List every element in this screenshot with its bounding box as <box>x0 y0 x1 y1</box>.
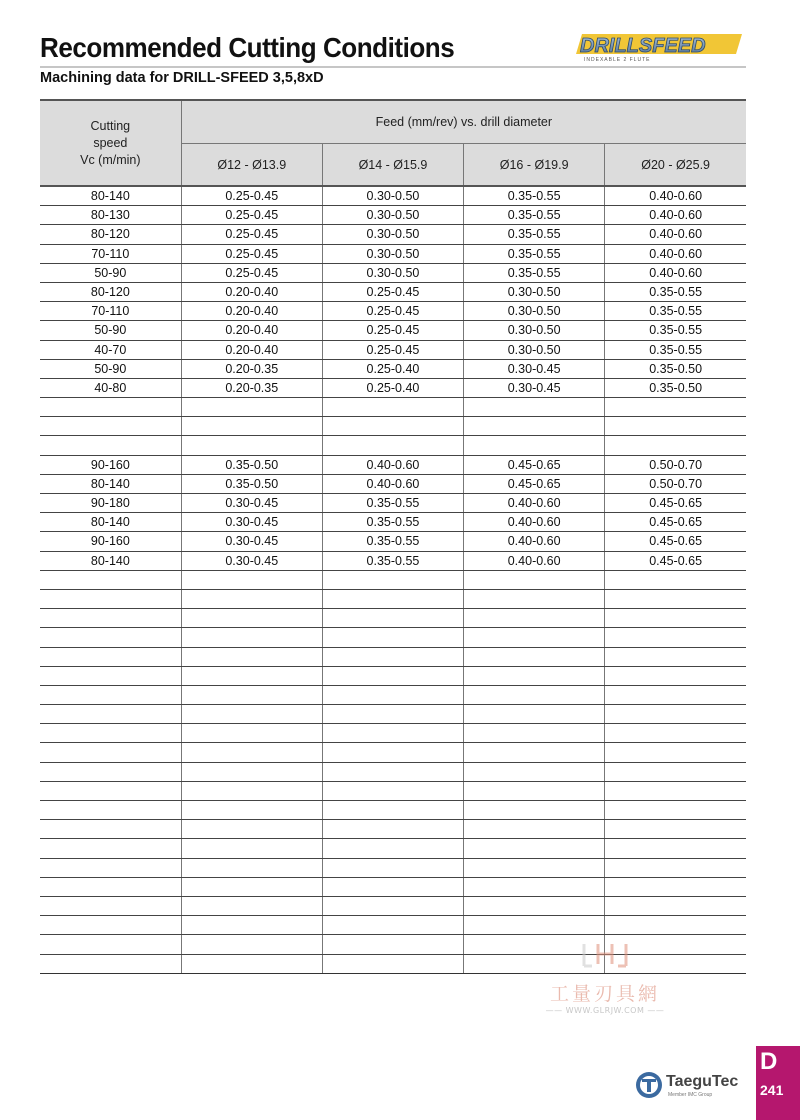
feed-cell <box>322 801 463 820</box>
table-row <box>40 455 746 474</box>
diameter-header: Ø20 - Ø25.9 <box>605 144 746 187</box>
feed-cell: 0.25-0.45 <box>322 340 463 359</box>
feed-cell: 0.35-0.55 <box>464 206 605 225</box>
table-row <box>40 839 746 858</box>
feed-cell <box>322 858 463 877</box>
feed-cell: 0.35-0.55 <box>322 532 463 551</box>
table-row <box>40 916 746 935</box>
feed-cell <box>605 839 746 858</box>
table-row <box>40 820 746 839</box>
feed-cell: 0.35-0.55 <box>322 494 463 513</box>
speed-cell <box>40 705 181 724</box>
feed-cell: 0.25-0.45 <box>181 225 322 244</box>
table-row <box>40 705 746 724</box>
feed-cell: 0.35-0.55 <box>322 513 463 532</box>
feed-cell <box>322 935 463 954</box>
feed-cell: 0.30-0.50 <box>322 186 463 206</box>
feed-cell <box>322 647 463 666</box>
feed-cell <box>181 877 322 896</box>
feed-cell: 0.30-0.45 <box>464 378 605 397</box>
speed-cell <box>40 724 181 743</box>
feed-cell <box>605 398 746 417</box>
table-row <box>40 743 746 762</box>
speed-cell <box>40 647 181 666</box>
table-row <box>40 685 746 704</box>
feed-cell: 0.20-0.40 <box>181 302 322 321</box>
feed-cell: 0.35-0.55 <box>464 263 605 282</box>
feed-cell: 0.40-0.60 <box>605 225 746 244</box>
table-row <box>40 877 746 896</box>
feed-cell <box>464 685 605 704</box>
speed-cell: 80-120 <box>40 225 181 244</box>
feed-cell <box>605 685 746 704</box>
feed-cell: 0.45-0.65 <box>605 532 746 551</box>
speed-cell: 80-140 <box>40 474 181 493</box>
feed-cell: 0.40-0.60 <box>605 186 746 206</box>
speed-cell: 90-160 <box>40 455 181 474</box>
table-row <box>40 321 746 340</box>
feed-cell <box>605 877 746 896</box>
table-row <box>40 474 746 493</box>
feed-cell <box>181 417 322 436</box>
feed-cell <box>605 820 746 839</box>
watermark-url: —— WWW.GLRJW.COM —— <box>545 1006 665 1015</box>
speed-cell <box>40 801 181 820</box>
feed-cell <box>605 436 746 455</box>
feed-cell <box>181 589 322 608</box>
feed-cell <box>181 820 322 839</box>
feed-cell: 0.30-0.50 <box>322 263 463 282</box>
feed-cell: 0.35-0.50 <box>181 455 322 474</box>
feed-cell: 0.30-0.45 <box>181 513 322 532</box>
feed-cell <box>181 954 322 973</box>
feed-cell: 0.30-0.50 <box>464 302 605 321</box>
watermark <box>520 940 690 1020</box>
watermark-icon <box>580 940 630 970</box>
feed-cell <box>181 762 322 781</box>
cutting-speed-header <box>40 100 181 186</box>
page-subtitle: Machining data for DRILL-SFEED 3,5,8xD <box>40 70 324 86</box>
speed-cell <box>40 935 181 954</box>
feed-cell <box>322 417 463 436</box>
speed-cell <box>40 417 181 436</box>
feed-cell: 0.30-0.45 <box>181 551 322 570</box>
title-divider <box>40 66 746 68</box>
feed-cell <box>322 762 463 781</box>
table-row <box>40 858 746 877</box>
table-row <box>40 724 746 743</box>
feed-cell: 0.20-0.40 <box>181 340 322 359</box>
cutting-conditions-table <box>40 99 746 974</box>
speed-cell <box>40 916 181 935</box>
feed-cell: 0.40-0.60 <box>322 474 463 493</box>
table-row <box>40 762 746 781</box>
drill-speed-logo <box>572 30 748 64</box>
section-letter: D <box>760 1048 778 1075</box>
feed-cell: 0.30-0.50 <box>464 282 605 301</box>
feed-cell: 0.40-0.60 <box>464 513 605 532</box>
feed-cell: 0.35-0.50 <box>605 378 746 397</box>
feed-cell: 0.30-0.50 <box>464 340 605 359</box>
feed-cell: 0.25-0.45 <box>322 321 463 340</box>
taegutec-emblem-icon <box>634 1070 664 1100</box>
feed-cell: 0.50-0.70 <box>605 474 746 493</box>
feed-cell: 0.25-0.40 <box>322 359 463 378</box>
table-row <box>40 532 746 551</box>
feed-cell <box>605 896 746 915</box>
cutting-conditions-table-wrap <box>40 99 746 974</box>
feed-cell: 0.30-0.45 <box>181 532 322 551</box>
feed-cell <box>322 896 463 915</box>
feed-cell <box>464 628 605 647</box>
feed-cell <box>322 781 463 800</box>
table-row <box>40 340 746 359</box>
feed-cell: 0.45-0.65 <box>464 474 605 493</box>
speed-cell <box>40 743 181 762</box>
diameter-header: Ø14 - Ø15.9 <box>322 144 463 187</box>
feed-cell: 0.45-0.65 <box>605 551 746 570</box>
feed-cell: 0.30-0.45 <box>464 359 605 378</box>
feed-cell: 0.30-0.50 <box>322 244 463 263</box>
table-row <box>40 359 746 378</box>
table-row <box>40 398 746 417</box>
table-row <box>40 570 746 589</box>
feed-group-header: Feed (mm/rev) vs. drill diameter <box>181 100 746 144</box>
diameter-header: Ø16 - Ø19.9 <box>464 144 605 187</box>
feed-cell: 0.40-0.60 <box>605 244 746 263</box>
table-row <box>40 589 746 608</box>
feed-cell <box>181 666 322 685</box>
feed-cell <box>181 916 322 935</box>
feed-cell: 0.40-0.60 <box>322 455 463 474</box>
feed-cell <box>464 436 605 455</box>
speed-cell: 40-80 <box>40 378 181 397</box>
speed-cell <box>40 628 181 647</box>
feed-cell <box>181 743 322 762</box>
speed-cell: 80-130 <box>40 206 181 225</box>
feed-cell: 0.35-0.55 <box>322 551 463 570</box>
table-row <box>40 186 746 206</box>
company-name: TaeguTec <box>666 1073 739 1090</box>
feed-cell <box>605 781 746 800</box>
speed-cell <box>40 820 181 839</box>
feed-cell <box>181 628 322 647</box>
page-title: Recommended Cutting Conditions <box>40 32 455 63</box>
feed-cell <box>322 398 463 417</box>
feed-cell: 0.40-0.60 <box>464 551 605 570</box>
speed-cell: 80-140 <box>40 513 181 532</box>
table-row <box>40 609 746 628</box>
feed-cell <box>322 954 463 973</box>
feed-cell: 0.40-0.60 <box>605 206 746 225</box>
speed-cell <box>40 398 181 417</box>
feed-cell <box>181 801 322 820</box>
table-row <box>40 225 746 244</box>
feed-cell: 0.20-0.40 <box>181 321 322 340</box>
feed-cell <box>322 570 463 589</box>
feed-cell: 0.25-0.40 <box>322 378 463 397</box>
feed-cell: 0.35-0.55 <box>464 244 605 263</box>
feed-cell <box>605 666 746 685</box>
feed-cell: 0.25-0.45 <box>181 186 322 206</box>
feed-cell: 0.50-0.70 <box>605 455 746 474</box>
feed-cell <box>181 685 322 704</box>
feed-cell <box>464 705 605 724</box>
feed-cell: 0.35-0.55 <box>605 340 746 359</box>
table-row <box>40 282 746 301</box>
feed-cell: 0.25-0.45 <box>181 263 322 282</box>
feed-cell: 0.40-0.60 <box>605 263 746 282</box>
feed-cell <box>464 743 605 762</box>
feed-cell <box>464 570 605 589</box>
feed-cell: 0.30-0.45 <box>181 494 322 513</box>
feed-cell <box>605 628 746 647</box>
feed-cell <box>464 781 605 800</box>
feed-cell <box>605 417 746 436</box>
speed-cell <box>40 666 181 685</box>
feed-cell <box>181 781 322 800</box>
feed-cell <box>181 398 322 417</box>
feed-cell <box>605 647 746 666</box>
speed-cell: 50-90 <box>40 263 181 282</box>
feed-cell <box>322 839 463 858</box>
feed-cell <box>322 916 463 935</box>
feed-cell <box>605 916 746 935</box>
feed-cell <box>605 858 746 877</box>
speed-cell <box>40 762 181 781</box>
table-body <box>40 186 746 973</box>
speed-cell <box>40 781 181 800</box>
feed-cell <box>322 705 463 724</box>
speed-cell <box>40 570 181 589</box>
feed-cell: 0.40-0.60 <box>464 494 605 513</box>
logo-wordmark: DRILLSFEED <box>580 35 706 57</box>
logo-tagline: INDEXABLE 2 FLUTE <box>584 57 651 63</box>
section-page-tab <box>756 1046 800 1120</box>
speed-cell: 50-90 <box>40 359 181 378</box>
feed-cell <box>605 724 746 743</box>
feed-cell <box>181 896 322 915</box>
table-row <box>40 801 746 820</box>
page-number: 241 <box>760 1082 784 1098</box>
feed-cell <box>464 858 605 877</box>
diameter-header: Ø12 - Ø13.9 <box>181 144 322 187</box>
feed-cell <box>464 877 605 896</box>
table-row <box>40 417 746 436</box>
feed-cell <box>181 436 322 455</box>
feed-cell <box>605 801 746 820</box>
table-row <box>40 647 746 666</box>
speed-cell <box>40 609 181 628</box>
feed-cell <box>605 762 746 781</box>
speed-cell: 90-180 <box>40 494 181 513</box>
table-row <box>40 494 746 513</box>
feed-cell: 0.35-0.55 <box>605 302 746 321</box>
feed-cell <box>322 436 463 455</box>
speed-cell: 80-140 <box>40 186 181 206</box>
speed-cell <box>40 858 181 877</box>
feed-cell: 0.30-0.50 <box>464 321 605 340</box>
table-row <box>40 206 746 225</box>
table-row <box>40 551 746 570</box>
speed-cell <box>40 685 181 704</box>
feed-cell <box>181 858 322 877</box>
feed-cell <box>464 666 605 685</box>
feed-cell <box>181 705 322 724</box>
feed-cell: 0.20-0.35 <box>181 378 322 397</box>
feed-cell: 0.45-0.65 <box>605 513 746 532</box>
speed-cell <box>40 896 181 915</box>
table-row <box>40 628 746 647</box>
feed-cell: 0.25-0.45 <box>322 282 463 301</box>
feed-cell <box>181 647 322 666</box>
feed-cell <box>464 916 605 935</box>
feed-cell <box>464 724 605 743</box>
feed-cell: 0.35-0.55 <box>605 282 746 301</box>
feed-cell <box>181 935 322 954</box>
feed-cell <box>464 820 605 839</box>
speed-header-line: Vc (m/min) <box>80 152 141 167</box>
table-row <box>40 302 746 321</box>
speed-header-line: Cutting <box>90 118 131 133</box>
speed-cell: 50-90 <box>40 321 181 340</box>
feed-cell: 0.25-0.45 <box>322 302 463 321</box>
speed-cell <box>40 589 181 608</box>
feed-cell <box>464 589 605 608</box>
feed-cell: 0.20-0.40 <box>181 282 322 301</box>
feed-cell <box>322 685 463 704</box>
feed-cell: 0.45-0.65 <box>464 455 605 474</box>
speed-cell: 70-110 <box>40 302 181 321</box>
feed-cell: 0.35-0.55 <box>464 186 605 206</box>
feed-cell <box>322 609 463 628</box>
table-row <box>40 244 746 263</box>
table-row <box>40 781 746 800</box>
speed-cell <box>40 954 181 973</box>
taegutec-logo <box>634 1068 752 1102</box>
feed-cell <box>322 820 463 839</box>
feed-cell <box>464 896 605 915</box>
feed-cell <box>605 705 746 724</box>
speed-cell: 40-70 <box>40 340 181 359</box>
feed-cell <box>322 589 463 608</box>
feed-cell: 0.35-0.55 <box>605 321 746 340</box>
feed-cell: 0.35-0.55 <box>464 225 605 244</box>
feed-cell <box>464 762 605 781</box>
table-row <box>40 378 746 397</box>
feed-cell: 0.25-0.45 <box>181 244 322 263</box>
table-row <box>40 513 746 532</box>
feed-cell <box>181 839 322 858</box>
feed-cell: 0.35-0.50 <box>605 359 746 378</box>
feed-cell <box>322 724 463 743</box>
feed-cell <box>464 417 605 436</box>
speed-cell: 80-120 <box>40 282 181 301</box>
feed-cell: 0.30-0.50 <box>322 225 463 244</box>
company-tag: Member IMC Group <box>668 1092 713 1098</box>
table-row <box>40 436 746 455</box>
table-row <box>40 263 746 282</box>
speed-header-line: speed <box>93 135 128 150</box>
feed-cell <box>181 724 322 743</box>
feed-cell: 0.20-0.35 <box>181 359 322 378</box>
feed-cell <box>322 877 463 896</box>
feed-cell: 0.45-0.65 <box>605 494 746 513</box>
feed-cell <box>605 589 746 608</box>
watermark-name: 工量刃具網 <box>549 983 660 1005</box>
table-row <box>40 896 746 915</box>
table-row <box>40 666 746 685</box>
feed-cell <box>605 743 746 762</box>
speed-cell: 80-140 <box>40 551 181 570</box>
speed-cell <box>40 839 181 858</box>
feed-cell <box>181 570 322 589</box>
speed-cell: 70-110 <box>40 244 181 263</box>
speed-cell: 90-160 <box>40 532 181 551</box>
speed-cell <box>40 436 181 455</box>
feed-cell <box>464 647 605 666</box>
feed-cell <box>464 398 605 417</box>
feed-cell <box>181 609 322 628</box>
feed-cell <box>605 609 746 628</box>
feed-cell: 0.40-0.60 <box>464 532 605 551</box>
feed-cell <box>605 570 746 589</box>
feed-cell <box>464 609 605 628</box>
feed-cell <box>322 628 463 647</box>
feed-cell <box>322 666 463 685</box>
feed-cell: 0.30-0.50 <box>322 206 463 225</box>
feed-cell <box>322 743 463 762</box>
feed-cell <box>464 801 605 820</box>
speed-cell <box>40 877 181 896</box>
feed-cell: 0.35-0.50 <box>181 474 322 493</box>
feed-cell: 0.25-0.45 <box>181 206 322 225</box>
feed-cell <box>464 839 605 858</box>
